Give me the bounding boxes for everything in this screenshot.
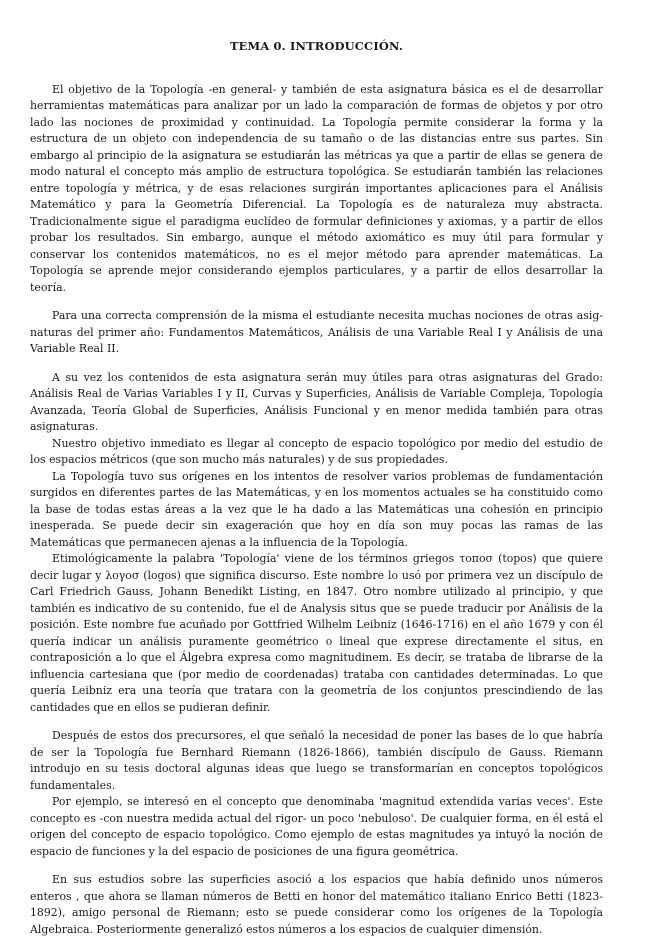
paragraph-objetivo-inmediato: Nuestro objetivo inmediato es llegar al concepto de espacio topológico por medio del estudio de los espacios métricos (que son mucho más naturales) y de sus propiedades. — [30, 436, 603, 466]
paragraph-magnitud-extendida: Por ejemplo, se interesó en el concepto que denominaba 'magnitud extendida varias veces'. Este concepto es -con nuestra medida actual del rigor- un poco 'nebuloso'. De cualquier forma, en él está el origen del concepto de espacio topológico. Como ejemplo de estas magnitudes ya intuyó la noción de espacio de funciones y la del espacio de posiciones de una figura geométrica. — [30, 795, 603, 858]
paragraph-etimologia: Etimológicamente la palabra 'Topología' viene de los términos griegos τoπoσ (topos) que quiere decir lugar y λoγoσ (logos) que significa discurso. Este nombre lo usó por primera vez un discípulo de Carl Friedrich Gauss, Johann Benedikt Listing, en 1847. Otro nombre utilizado al principio, y que también es indicativo de su contenido, fue el de Analysis situs que se puede traducir por Análisis de la posición. Este nombre fue acuñado por Gottfried Wilhelm Leibniz (1646-1716) en el año 1679 y con él quería indicar un análisis puramente geométrico o lineal que exprese directamente el situs, en contraposición a lo que el Álgebra expresa como magnitudinem. Es decir, se trataba de librarse de la influencia cartesiana que (por medio de coordenadas) trataba con cantidades determinadas. Lo que quería Leibniz era una teoría que tratara con la geometría de los conjuntos prescindiendo de las cantidades que en ellos se pudieran definir. — [30, 552, 603, 714]
paragraph-riemann: Después de estos dos precursores, el que señaló la necesidad de poner las bases de lo que habría de ser la Topología fue Bernhard Riemann (1826-1866), también discípulo de Gauss. Riemann introdujo en su tesis doctoral algunas ideas que luego se transformarían en conceptos topológicos fundamentales. — [30, 729, 603, 792]
page-title: TEMA 0. INTRODUCCIÓN. — [229, 39, 404, 53]
paragraph-objetivo: El objetivo de la Topología -en general- y también de esta asignatura básica es el de desarrollar herramientas matemáticas para analizar por un lado la comparación de formas de objetos y por otro lado las nociones de proximidad y continuidad. La Topología permite considerar la forma y la estructura de un objeto con independencia de su tamaño o de las distancias entre sus partes. Sin embargo al principio de la asignatura se estudiarán las métricas ya que a partir de ellas se genera de modo natural el concepto más amplio de estructura topológica. Se estudiarán también las relaciones entre topología y métrica, y de esas relaciones surgirán importantes aplicaciones para el Análisis Matemático y para la Geometría Diferencial. La Topología es de naturaleza muy abstracta. Tradicionalmente sigue el paradigma euclídeo de formular definiciones y axiomas, y a partir de ellos probar los resultados. Sin embargo, aunque el método axiomático es muy útil para formular y conservar los contenidos matemáticos, no es el mejor método para aprender matemáticas. La Topología se aprende mejor considerando ejemplos particulares, y a partir de ellos desarrollar la teoría. — [30, 82, 603, 294]
paragraph-comprension: Para una correcta comprensión de la misma el estudiante necesita muchas nociones de otras asignaturas del primer año: Fundamentos Matemáticos, Análisis de una Variable Real I y Análisis de una Variable Real II. — [30, 309, 603, 355]
paragraph-betti: En sus estudios sobre las superficies asoció a los espacios que había definido unos números enteros , que ahora se llaman números de Betti en honor del matemático italiano Enrico Betti (1823-1892), amigo personal de Riemann; esto se puede considerar como los orígenes de la Topología Algebraica. Posteriormente generalizó estos números a los espacios de cualquier dimensión. — [30, 873, 603, 936]
paragraph-contenidos: A su vez los contenidos de esta asignatura serán muy útiles para otras asignaturas del Grado: Análisis Real de Varias Variables I y II, Curvas y Superficies, Análisis de Variable Compleja, Topología Avanzada, Teoría Global de Superficies, Análisis Funcional y en menor medida también para otras asignaturas. — [30, 370, 603, 433]
paragraph-origenes: La Topología tuvo sus orígenes en los intentos de resolver varios problemas de fundamentación surgidos en diferentes partes de las Matemáticas, y en los momentos actuales se ha constituido como la base de todas estas áreas a la vez que le ha dado a las Matemáticas una cohesión en principio inesperada. Se puede decir sin exageración que hoy en día son muy pocas las ramas de las Matemáticas que permanecen ajenas a la influencia de la Topología. — [30, 469, 603, 549]
